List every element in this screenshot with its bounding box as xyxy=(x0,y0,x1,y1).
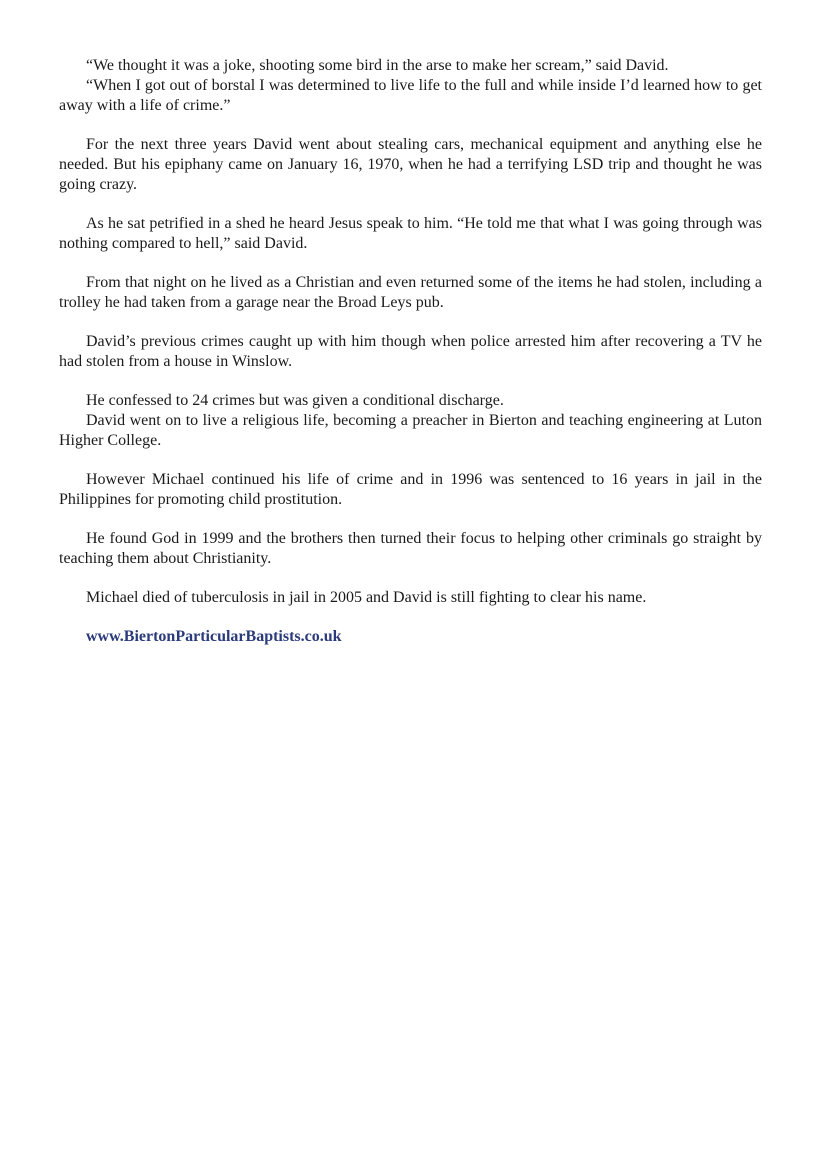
website-link[interactable]: www.BiertonParticularBaptists.co.uk xyxy=(86,628,342,645)
paragraph-michael-died: Michael died of tuberculosis in jail in 2005 and David is still fighting to clear his name. xyxy=(86,589,647,606)
paragraph-previous-crimes: David’s previous crimes caught up with him though when police arrested him after recovering a TV he had stolen from a house in Winslow. xyxy=(59,333,762,370)
paragraph-quote-joke: “We thought it was a joke, shooting some bird in the arse to make her scream,” said David. xyxy=(86,57,669,74)
paragraph-three-years: For the next three years David went about stealing cars, mechanical equipment and anything else he needed. But his epiphany came on January 16, 1970, when he had a terrifying LSD trip and thought he was going crazy. xyxy=(59,136,762,193)
paragraph-christian: From that night on he lived as a Christian and even returned some of the items he had stolen, including a trolley he had taken from a garage near the Broad Leys pub. xyxy=(59,274,762,311)
paragraph-michael-crime: However Michael continued his life of crime and in 1996 was sentenced to 16 years in jail in the Philippines for promoting child prostitution. xyxy=(59,471,762,508)
paragraph-found-god: He found God in 1999 and the brothers then turned their focus to helping other criminals go straight by teaching them about Christianity. xyxy=(59,530,762,567)
paragraph-confession: He confessed to 24 crimes but was given a conditional discharge. xyxy=(86,392,504,409)
paragraph-shed: As he sat petrified in a shed he heard Jesus speak to him. “He told me that what I was going through was nothing compared to hell,” said David. xyxy=(59,215,762,252)
document-page xyxy=(59,56,762,647)
paragraph-borstal: “When I got out of borstal I was determined to live life to the full and while inside I’d learned how to get away with a life of crime.” xyxy=(59,77,762,114)
paragraph-religious-life: David went on to live a religious life, becoming a preacher in Bierton and teaching engineering at Luton Higher College. xyxy=(59,412,762,449)
